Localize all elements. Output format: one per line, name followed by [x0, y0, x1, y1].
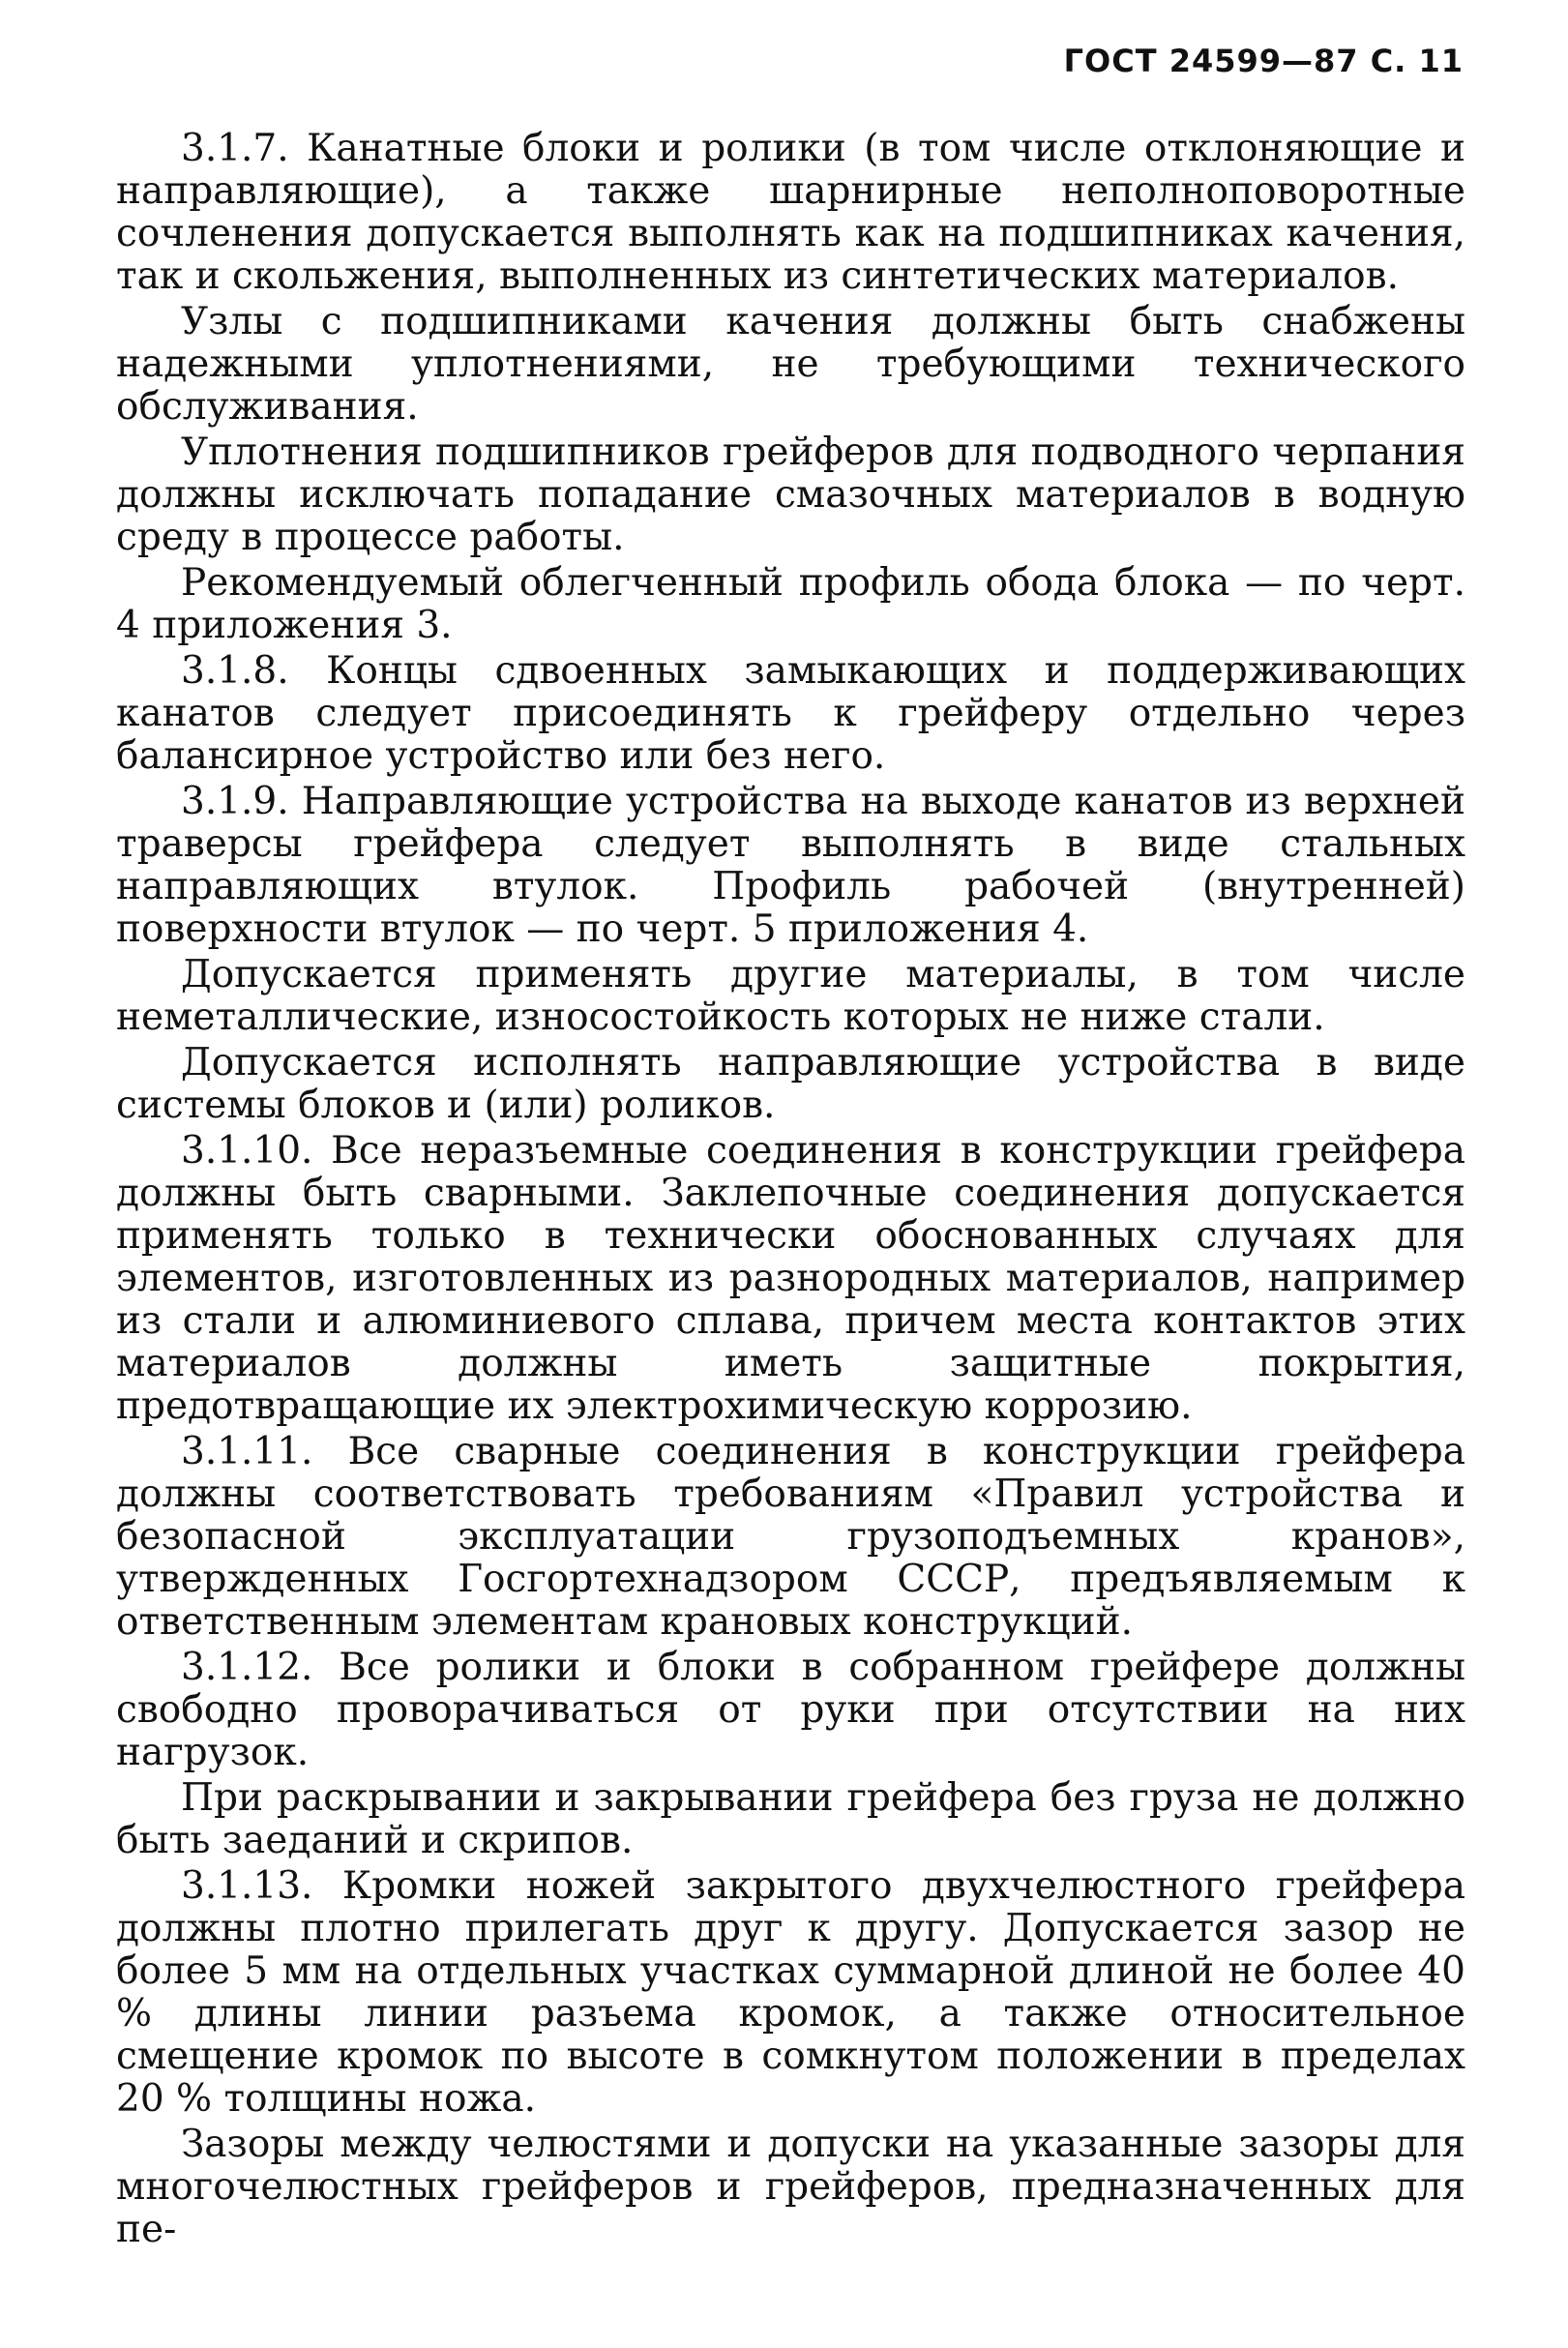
paragraph-3-1-13: 3.1.13. Кромки ножей закрытого двухчелюстного грейфера должны плотно прилегать друг к другу. Допускается зазор не более 5 мм на отдельных участках суммарной длиной не более 40 % длины линии разъема кромок, а также относительное смещение кромок по высоте в сомкнутом положении в пределах 20 % толщины ножа.	[116, 1864, 1465, 2121]
paragraph-3-1-11: 3.1.11. Все сварные соединения в конструкции грейфера должны соответствовать требованиям «Правил устройства и безопасной эксплуатации грузоподъемных кранов», утвержденных Госгортехнадзором СССР, предъявляемым к ответственным элементам крановых конструкций.	[116, 1430, 1465, 1644]
paragraph-bearing-seals: Узлы с подшипниками качения должны быть снабжены надежными уплотнениями, не требующими технического обслуживания.	[116, 300, 1465, 429]
document-body	[116, 128, 1465, 2254]
page-header: ГОСТ 24599—87 С. 11	[1063, 43, 1464, 79]
paragraph-3-1-8: 3.1.8. Концы сдвоенных замыкающих и поддерживающих канатов следует присоединять к грейферу отдельно через балансирное устройство или без него.	[116, 649, 1465, 778]
paragraph-underwater-seals: Уплотнения подшипников грейферов для подводного черпания должны исключать попадание смазочных материалов в водную среду в процессе работы.	[116, 431, 1465, 559]
paragraph-3-1-7: 3.1.7. Канатные блоки и ролики (в том числе отклоняющие и направляющие), а также шарнирные неполноповоротные сочленения допускается выполнять как на подшипниках качения, так и скольжения, выполненных из синтетических материалов.	[116, 127, 1465, 298]
paragraph-block-system: Допускается исполнять направляющие устройства в виде системы блоков и (или) роликов.	[116, 1041, 1465, 1127]
paragraph-jaw-gaps: Зазоры между челюстями и допуски на указанные зазоры для многочелюстных грейферов и грейферов, предназначенных для пе-	[116, 2123, 1465, 2251]
paragraph-other-materials: Допускается применять другие материалы, в том числе неметаллические, износостойкость которых не ниже стали.	[116, 953, 1465, 1039]
paragraph-3-1-12: 3.1.12. Все ролики и блоки в собранном грейфере должны свободно проворачиваться от руки при отсутствии на них нагрузок.	[116, 1646, 1465, 1774]
paragraph-rim-profile: Рекомендуемый облегченный профиль обода блока — по черт. 4 приложения 3.	[116, 561, 1465, 647]
paragraph-no-jamming: При раскрывании и закрывании грейфера без груза не должно быть заеданий и скрипов.	[116, 1776, 1465, 1862]
paragraph-3-1-9: 3.1.9. Направляющие устройства на выходе канатов из верхней траверсы грейфера следует выполнять в виде стальных направляющих втулок. Профиль рабочей (внутренней) поверхности втулок — по черт. 5 приложения 4.	[116, 780, 1465, 951]
paragraph-3-1-10: 3.1.10. Все неразъемные соединения в конструкции грейфера должны быть сварными. Заклепочные соединения допускается применять только в технически обоснованных случаях для элементов, изготовленных из разнородных материалов, например из стали и алюминиевого сплава, причем места контактов этих материалов должны иметь защитные покрытия, предотвращающие их электрохимическую коррозию.	[116, 1129, 1465, 1428]
